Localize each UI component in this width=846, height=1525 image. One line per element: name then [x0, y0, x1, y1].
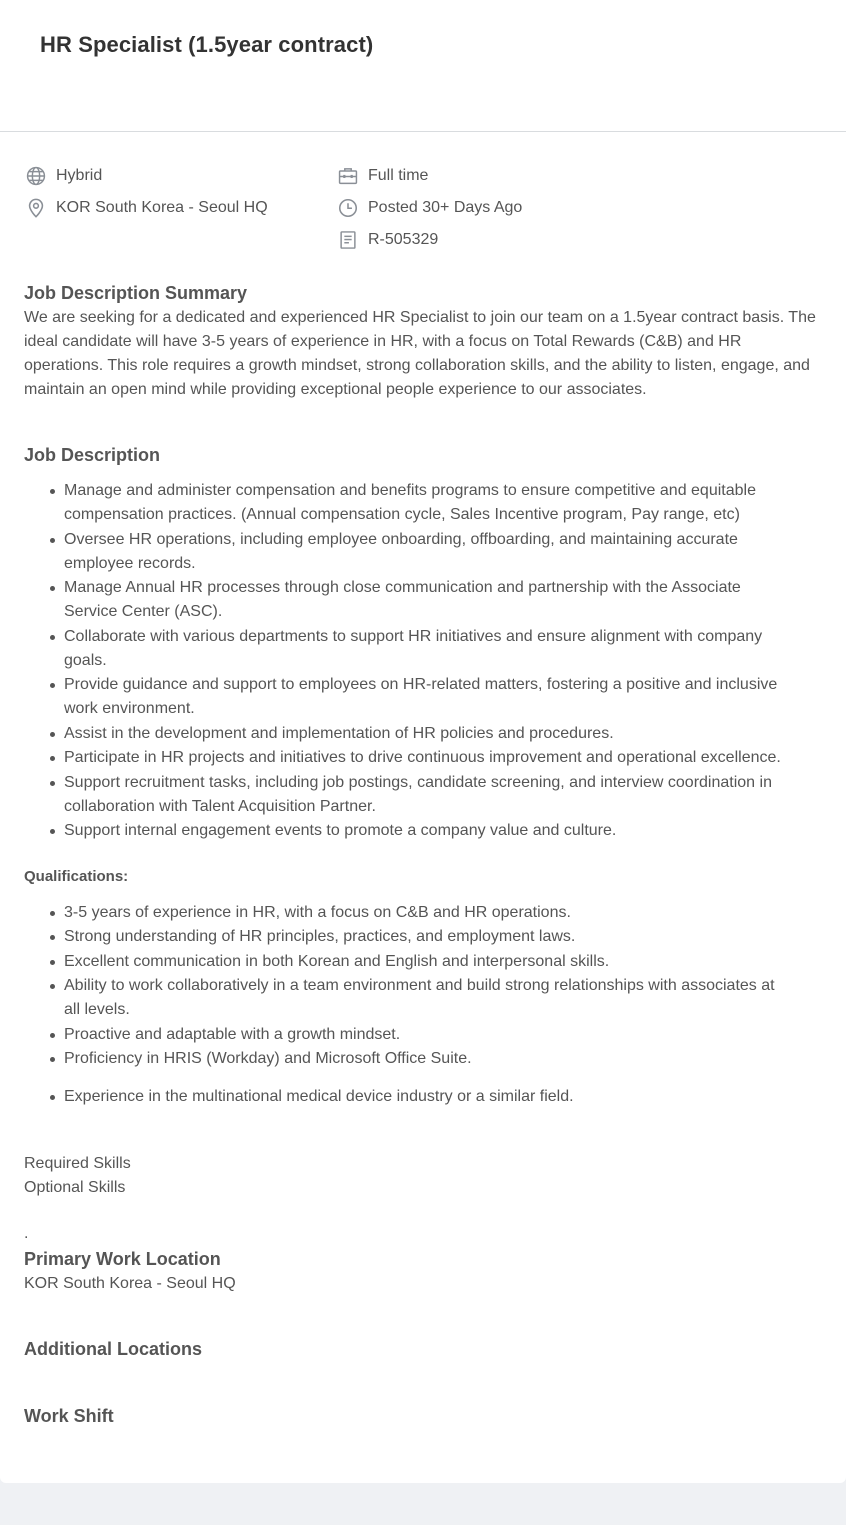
list-item: Manage Annual HR processes through close communication and partnership with the Associate Service Center (ASC). — [64, 576, 816, 624]
time-type — [336, 164, 428, 188]
summary-text: We are seeking for a dedicated and experienced HR Specialist to join our team on a 1.5year contract basis. The ideal candidate will have 3-5 years of experience in HR, with a focus on Total Rewards (C&B) and HR operations. This role requires a growth mindset, strong collaboration skills, and the ability to listen, engage, and maintain an open mind while providing exceptional people experience to our associates. — [24, 309, 816, 398]
additional-locations-heading: Additional Locations — [24, 1339, 202, 1359]
location-label: KOR South Korea - Seoul HQ — [56, 199, 268, 216]
list-item: Experience in the multinational medical device industry or a similar field. — [64, 1085, 816, 1109]
list-item: Strong understanding of HR principles, practices, and employment laws. — [64, 925, 816, 949]
list-item: Proficiency in HRIS (Workday) and Microsoft Office Suite. — [64, 1047, 816, 1071]
list-item: Ability to work collaboratively in a team environment and build strong relationships with associates at all levels. — [64, 974, 816, 1022]
required-skills-label: Required Skills — [24, 1155, 131, 1172]
globe-icon — [24, 164, 48, 188]
time-type-label: Full time — [368, 167, 429, 184]
briefcase-icon — [336, 164, 360, 188]
qualifications-extra-list — [24, 1085, 816, 1109]
primary-location-heading: Primary Work Location — [24, 1249, 221, 1269]
list-item: Manage and administer compensation and benefits programs to ensure competitive and equitable compensation practices. (Annual compensation cycle, Sales Incentive program, Pay range, etc) — [64, 479, 816, 527]
qualifications-list — [24, 901, 816, 1072]
job-id-label: R-505329 — [368, 231, 439, 248]
description-list — [24, 479, 816, 843]
job-title: HR Specialist (1.5year contract) — [40, 32, 374, 57]
primary-location-value: KOR South Korea - Seoul HQ — [24, 1275, 236, 1292]
job-meta — [24, 164, 824, 260]
list-item: Support recruitment tasks, including job postings, candidate screening, and interview coordination in collaboration with Talent Acquisition Partner. — [64, 771, 816, 819]
clock-icon — [336, 196, 360, 220]
work-type — [24, 164, 102, 188]
posted-on — [336, 196, 522, 220]
job-content — [24, 280, 816, 1429]
work-shift-heading: Work Shift — [24, 1406, 114, 1426]
job-requisition-id — [336, 228, 438, 252]
list-item: 3-5 years of experience in HR, with a focus on C&B and HR operations. — [64, 901, 816, 925]
list-item: Oversee HR operations, including employee onboarding, offboarding, and maintaining accurate employee records. — [64, 528, 816, 576]
summary-heading: Job Description Summary — [24, 283, 248, 303]
document-icon — [336, 228, 360, 252]
optional-skills-label: Optional Skills — [24, 1179, 126, 1196]
job-location — [24, 196, 268, 220]
posted-label: Posted 30+ Days Ago — [368, 199, 523, 216]
list-item: Proactive and adaptable with a growth mindset. — [64, 1023, 816, 1047]
work-type-label: Hybrid — [56, 167, 103, 184]
list-item: Assist in the development and implementation of HR policies and procedures. — [64, 722, 816, 746]
list-item: Provide guidance and support to employees on HR-related matters, fostering a positive and inclusive work environment. — [64, 673, 816, 721]
skills-separator-dot: . — [24, 1225, 29, 1242]
job-header — [0, 0, 846, 132]
list-item: Support internal engagement events to promote a company value and culture. — [64, 819, 816, 843]
list-item: Participate in HR projects and initiatives to drive continuous improvement and operational excellence. — [64, 746, 816, 770]
qualifications-heading: Qualifications: — [24, 867, 129, 885]
list-item: Collaborate with various departments to support HR initiatives and ensure alignment with company goals. — [64, 625, 816, 673]
description-heading: Job Description — [24, 445, 161, 465]
list-item: Excellent communication in both Korean and English and interpersonal skills. — [64, 950, 816, 974]
location-pin-icon — [24, 196, 48, 220]
